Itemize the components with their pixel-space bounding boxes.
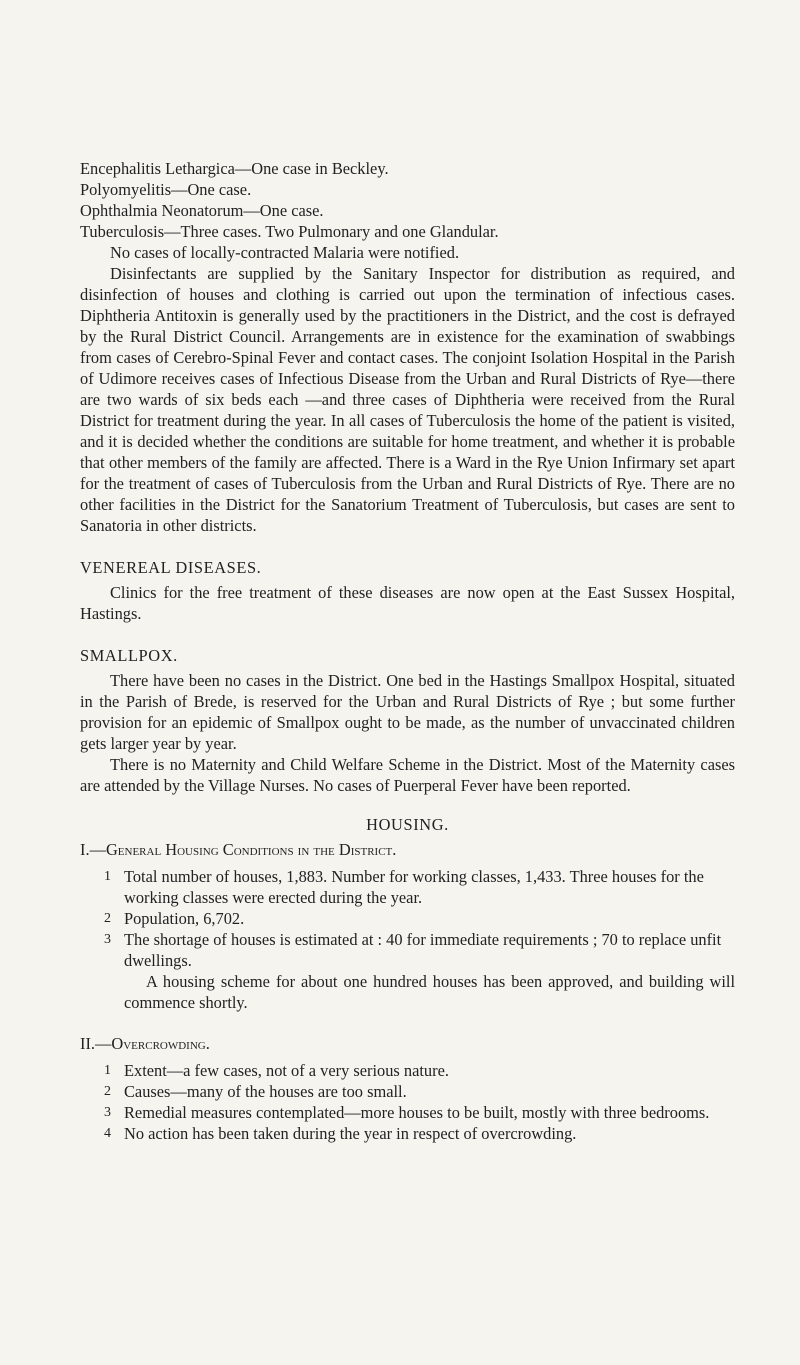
case-tuberculosis: Tuberculosis—Three cases. Two Pulmonary and one Glandular. xyxy=(80,222,499,241)
general-housing-heading xyxy=(80,839,735,860)
overcrowding-numeral: II. xyxy=(80,1034,96,1053)
overcrowding-list xyxy=(80,1060,735,1144)
list-item xyxy=(80,929,735,971)
list-item xyxy=(80,866,735,908)
maternity-paragraph: There is no Maternity and Child Welfare Scheme in the District. Most of the Maternity cases are attended by the Village Nurses. No cases of Puerperal Fever have been reported. xyxy=(80,755,735,795)
item-text: Causes—many of the houses are too small. xyxy=(124,1082,407,1101)
item-number: 3 xyxy=(104,1105,111,1120)
item-number: 3 xyxy=(104,932,111,947)
item-number: 1 xyxy=(104,1063,111,1078)
document-page xyxy=(80,158,735,1144)
list-item xyxy=(80,1060,735,1081)
housing-scheme-paragraph: A housing scheme for about one hundred houses has been approved, and building will commence shortly. xyxy=(124,972,735,1012)
smallpox-paragraph: There have been no cases in the District. One bed in the Hastings Smallpox Hospital, situated in the Parish of Brede, is reserved for the Urban and Rural Districts of Rye ; but some further provision for an epidemic of Smallpox ought to be made, as the number of unvaccinated children gets larger year by year. xyxy=(80,671,735,753)
general-housing-title: —General Housing Conditions in the District. xyxy=(89,840,397,859)
item-number: 4 xyxy=(104,1126,111,1141)
list-item xyxy=(80,1123,735,1144)
venereal-paragraph: Clinics for the free treatment of these diseases are now open at the East Sussex Hospital, Hastings. xyxy=(80,583,735,623)
item-text: No action has been taken during the year in respect of overcrowding. xyxy=(124,1124,577,1143)
malaria-note: No cases of locally-contracted Malaria were notified. xyxy=(110,243,460,262)
item-number: 2 xyxy=(104,911,111,926)
venereal-heading: VENEREAL DISEASES. xyxy=(80,558,262,577)
item-number: 2 xyxy=(104,1084,111,1099)
item-text: Remedial measures contemplated—more houses to be built, mostly with three bedrooms. xyxy=(124,1103,710,1122)
item-text: Extent—a few cases, not of a very serious nature. xyxy=(124,1061,449,1080)
item-text: The shortage of houses is estimated at : 40 for immediate requirements ; 70 to replace unfit dwellings. xyxy=(124,930,722,970)
smallpox-heading: SMALLPOX. xyxy=(80,646,178,665)
list-item xyxy=(80,1102,735,1123)
item-text: Population, 6,702. xyxy=(124,909,245,928)
housing-heading: HOUSING. xyxy=(366,815,449,834)
case-polyomyelitis: Polyomyelitis—One case. xyxy=(80,180,252,199)
case-ophthalmia: Ophthalmia Neonatorum—One case. xyxy=(80,201,324,220)
list-item xyxy=(80,908,735,929)
overcrowding-title: —Overcrowding. xyxy=(95,1034,210,1053)
case-encephalitis: Encephalitis Lethargica—One case in Beckley. xyxy=(80,159,389,178)
item-number: 1 xyxy=(104,869,111,884)
general-housing-list xyxy=(80,866,735,971)
general-housing-numeral: I. xyxy=(80,840,90,859)
list-item xyxy=(80,1081,735,1102)
disinfectants-paragraph: Disinfectants are supplied by the Sanitary Inspector for distribution as required, and disinfection of houses and clothing is carried out upon the termination of infectious cases. Diphtheria Antitoxin is generally used by the practitioners in the District, and the cost is defrayed by the Rural District Council. Arrangements are in existence for the examination of swabbings from cases of Cerebro-Spinal Fever and contact cases. The conjoint Isolation Hospital in the Parish of Udimore receives cases of Infectious Disease from the Urban and Rural Districts of Rye—there are two wards of six beds each —and three cases of Diphtheria were received from the Rural District for treatment during the year. In all cases of Tuberculosis the home of the patient is visited, and it is decided whether the conditions are suitable for home treatment, and whether it is probable that other members of the family are affected. There is a Ward in the Rye Union Infirmary set apart for the treatment of cases of Tuberculosis from the Urban and Rural Districts of Rye. There are no other facilities in the District for the Sanatorium Treatment of Tuberculosis, but cases are sent to Sanatoria in other districts. xyxy=(80,264,735,535)
item-text: Total number of houses, 1,883. Number for working classes, 1,433. Three houses for the working classes were erected during the year. xyxy=(124,867,704,907)
overcrowding-heading xyxy=(80,1033,735,1054)
